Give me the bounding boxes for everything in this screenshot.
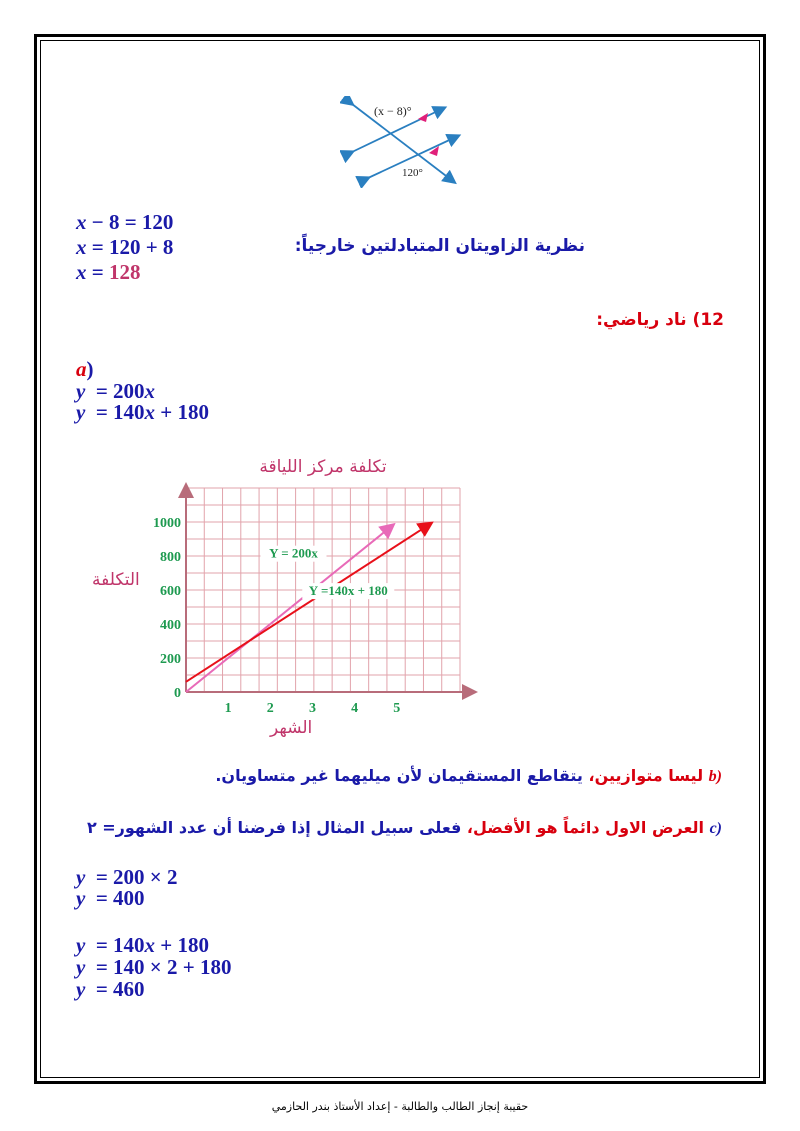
calc1-line1: y = 200 × 2 xyxy=(76,865,178,889)
problem-12-heading: 12) ناد رياضي: xyxy=(596,310,724,330)
part-c xyxy=(87,818,722,838)
y-tick-label: 800 xyxy=(160,550,181,565)
equation-1: y = 200x xyxy=(76,379,156,403)
x-tick-label: 3 xyxy=(308,701,316,716)
part-b-text-red: ليسا متوازيين، xyxy=(588,766,704,785)
y-tick-label: 600 xyxy=(160,584,181,599)
cost-chart xyxy=(140,480,480,720)
x-tick-label: 1 xyxy=(224,701,232,716)
calc2-line3: y = 460 xyxy=(76,977,145,1001)
theorem-heading: نظرية الزاويتان المتبادلتين خارجياً: xyxy=(294,236,585,256)
series-label-140x-180: Y =140x + 180 xyxy=(308,583,388,599)
part-b xyxy=(215,766,722,786)
x-tick-label: 5 xyxy=(393,701,401,716)
calc1-line2: y = 400 xyxy=(76,886,145,910)
calc2-line1: y = 140x + 180 xyxy=(76,933,210,957)
angle-bottom-label: 120° xyxy=(402,167,423,179)
equation-2: y = 140x + 180 xyxy=(76,400,210,424)
y-tick-label: 1000 xyxy=(153,516,181,531)
x-tick-label: 4 xyxy=(351,701,359,716)
part-c-label: c) xyxy=(709,820,722,837)
x-tick-label: 2 xyxy=(266,701,274,716)
part-a-label: a) xyxy=(76,357,94,381)
parallel-lines-figure xyxy=(340,96,470,188)
y-tick-label: 400 xyxy=(160,618,181,633)
chart-title: تكلفة مركز اللياقة xyxy=(259,457,387,477)
step-1: x − 8 = 120 xyxy=(76,210,174,234)
part-c-text-red: العرض الاول دائماً هو الأفضل، xyxy=(466,818,704,837)
y-tick-label: 200 xyxy=(160,652,181,667)
part-b-label: b) xyxy=(708,768,722,785)
series-label-200x: Y = 200x xyxy=(269,545,318,561)
y-tick-label: 0 xyxy=(174,686,181,701)
calc2-line2: y = 140 × 2 + 180 xyxy=(76,955,232,979)
part-c-text-blue: فعلى سبيل المثال إذا فرضنا أن عدد الشهور= ٢ xyxy=(86,818,462,837)
step-3: x = 128 xyxy=(76,260,141,284)
chart-xlabel: الشهر xyxy=(270,718,313,738)
part-b-text-blue: يتقاطع المستقيمان لأن ميليهما غير متساويان. xyxy=(215,766,583,785)
step-2: x = 120 + 8 xyxy=(76,235,174,259)
answer-value: 128 xyxy=(108,260,141,284)
angle-top-label: (x − 8)° xyxy=(374,104,412,118)
footer: حقيبة إنجاز الطالب والطالبة - إعداد الأستاذ بندر الحازمي xyxy=(271,1100,529,1113)
chart-ylabel: التكلفة xyxy=(92,570,140,590)
